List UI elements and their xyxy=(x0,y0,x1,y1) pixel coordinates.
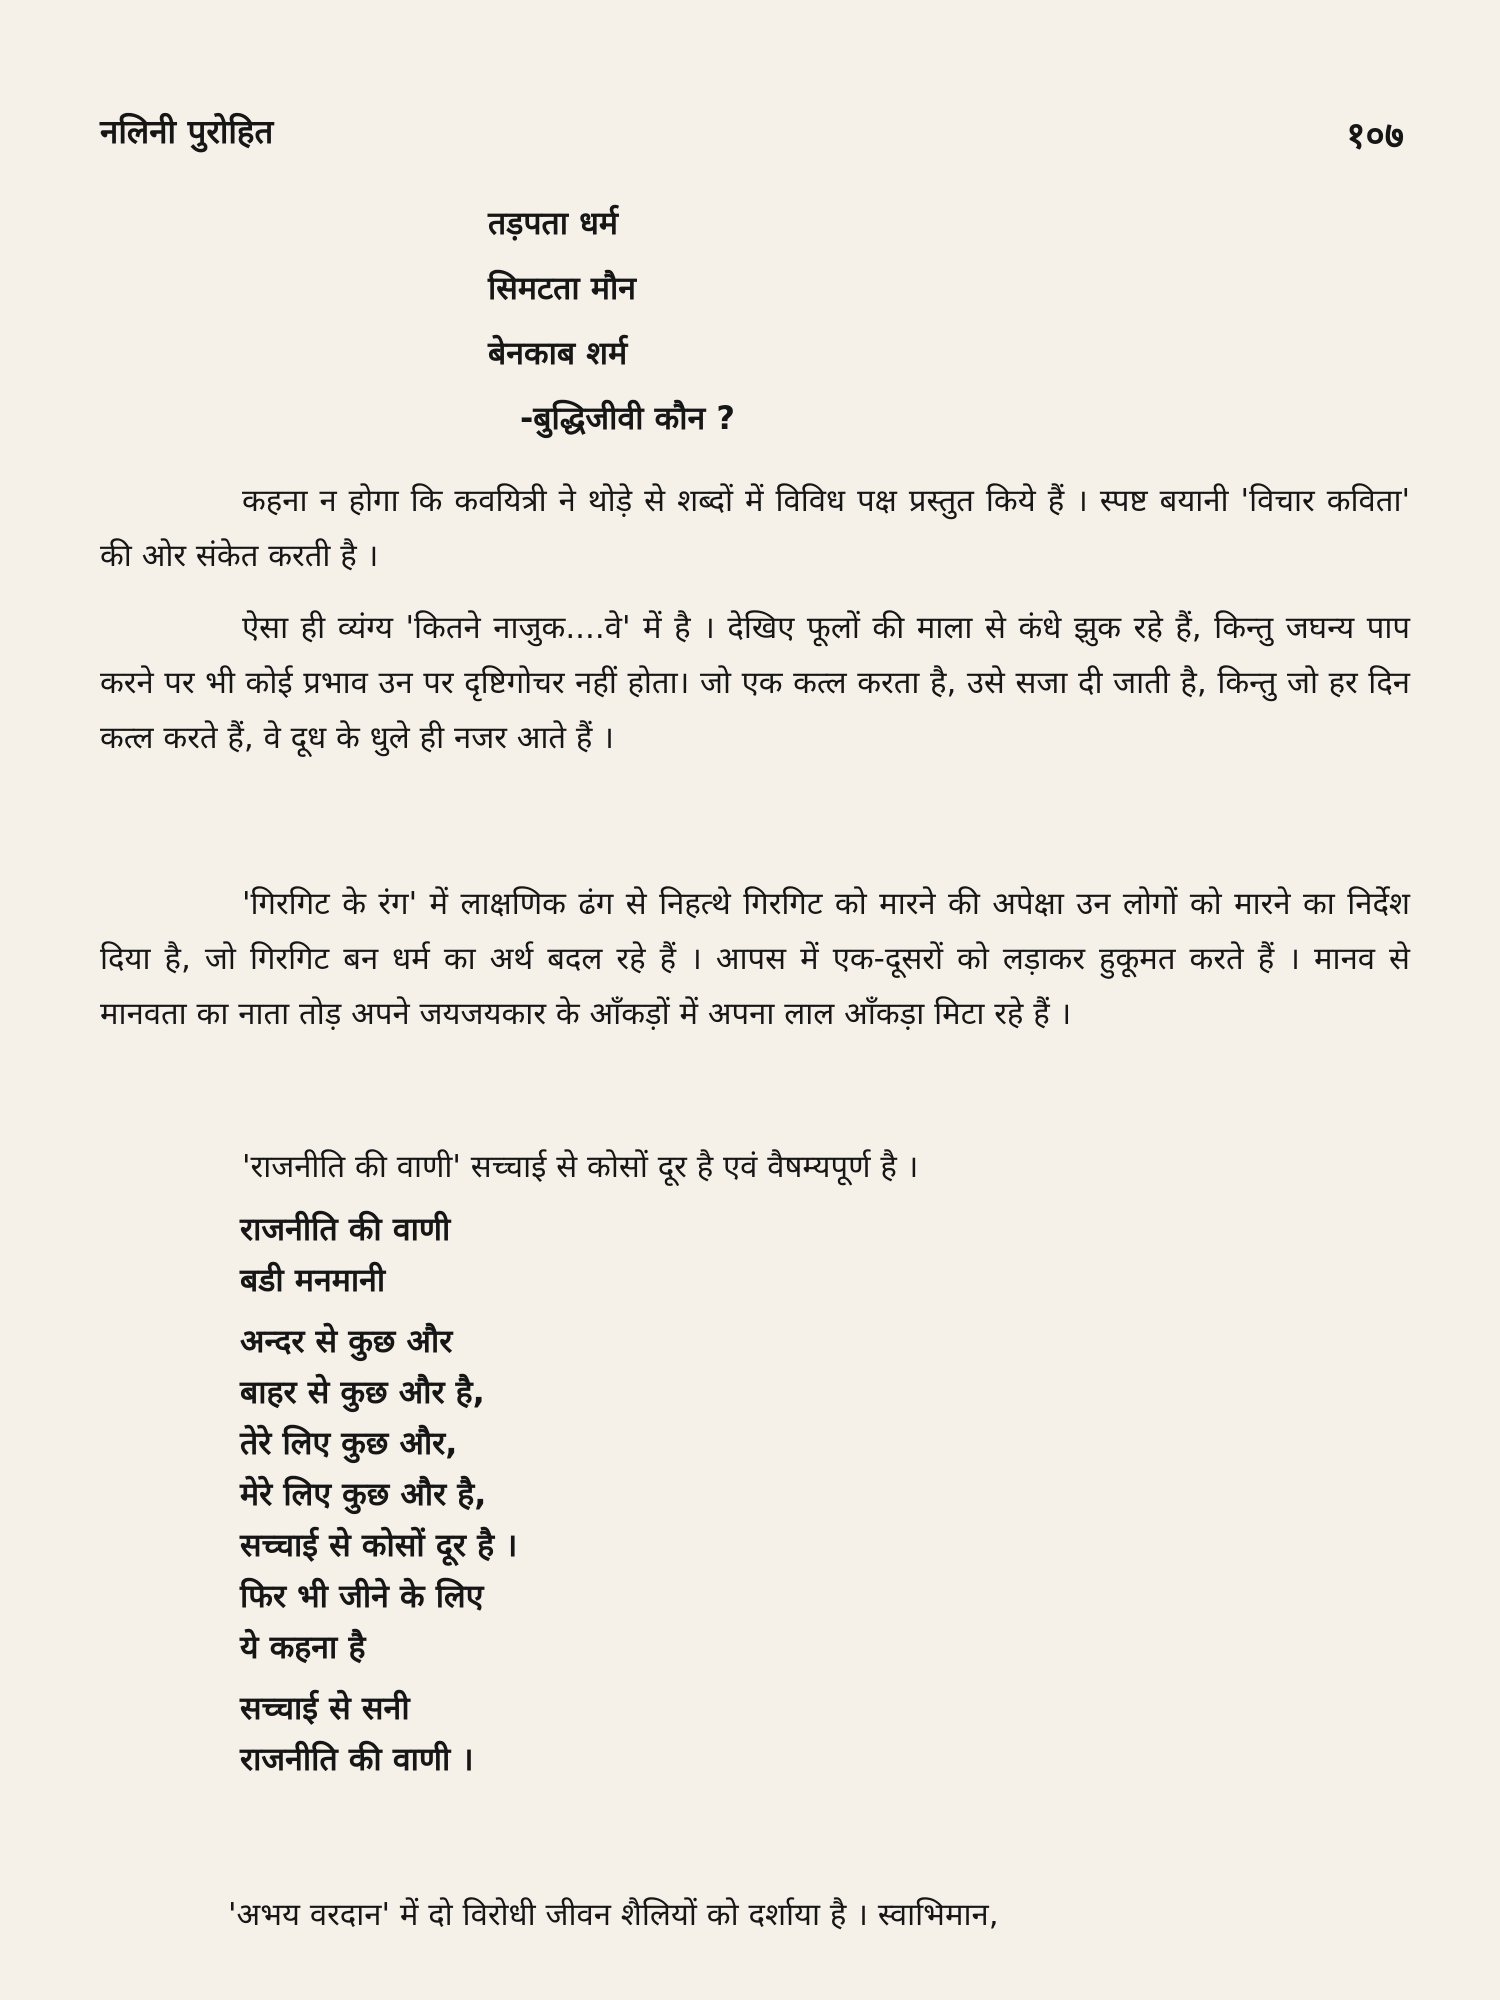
page-header xyxy=(100,108,1404,168)
poem-line: तड़पता धर्म xyxy=(488,204,619,242)
poem-line: राजनीति की वाणी । xyxy=(240,1740,474,1778)
poem-line: तेरे लिए कुछ और, xyxy=(240,1424,458,1462)
poem-line: सिमटता मौन xyxy=(488,269,637,307)
poem-line: सच्चाई से कोसों दूर है । xyxy=(240,1526,518,1564)
poem-line: ये कहना है xyxy=(240,1628,366,1666)
poem-excerpt-2 xyxy=(240,1205,517,1786)
poem-line: फिर भी जीने के लिए xyxy=(240,1577,484,1615)
paragraph-3: 'गिरगिट के रंग' में लाक्षणिक ढंग से निहत्थे गिरगिट को मारने की अपेक्षा उन लोगों को मारने का निर्देश दिया है, जो गिरगिट बन धर्म का अर्थ बदल रहे हैं । आपस में एक-दूसरों को लड़ाकर हुकूमत करते हैं । मानव से मानवता का नाता तोड़ अपने जयजयकार के आँकड़ों में अपना लाल आँकड़ा मिटा रहे हैं । xyxy=(100,886,1410,1032)
poem-line: -बुद्धिजीवी कौन ? xyxy=(520,399,735,437)
poem-line: राजनीति की वाणी xyxy=(240,1210,451,1248)
paragraph-4: 'राजनीति की वाणी' सच्चाई से कोसों दूर है एवं वैषम्यपूर्ण है । xyxy=(242,1149,919,1185)
poem-line: बाहर से कुछ और है, xyxy=(240,1373,485,1411)
paragraph-5: 'अभय वरदान' में दो विरोधी जीवन शैलियों को दर्शाया है । स्वाभिमान, xyxy=(228,1897,999,1933)
paragraph-2: ऐसा ही व्यंग्य 'कितने नाजुक....वे' में है । देखिए फूलों की माला से कंधे झुक रहे हैं, किन्तु जघन्य पाप करने पर भी कोई प्रभाव उन पर दृष्टिगोचर नहीं होता। जो एक कत्ल करता है, उसे सजा दी जाती है, किन्तु जो हर दिन कत्ल करते हैं, वे दूध के धुले ही नजर आते हैं । xyxy=(100,610,1410,756)
poem-line: बेनकाब शर्म xyxy=(488,334,628,372)
poem-line: अन्दर से कुछ और xyxy=(240,1322,453,1360)
page-number: १०७ xyxy=(1346,114,1404,157)
poem-excerpt-1 xyxy=(488,198,735,458)
poem-line: सच्चाई से सनी xyxy=(240,1689,410,1727)
poem-line: बडी मनमानी xyxy=(240,1261,386,1299)
running-head: नलिनी पुरोहित xyxy=(100,112,274,151)
paragraph-1: कहना न होगा कि कवयित्री ने थोड़े से शब्दों में विविध पक्ष प्रस्तुत किये हैं । स्पष्ट बयानी 'विचार कविता' की ओर संकेत करती है । xyxy=(100,483,1410,574)
poem-line: मेरे लिए कुछ और है, xyxy=(240,1475,487,1513)
